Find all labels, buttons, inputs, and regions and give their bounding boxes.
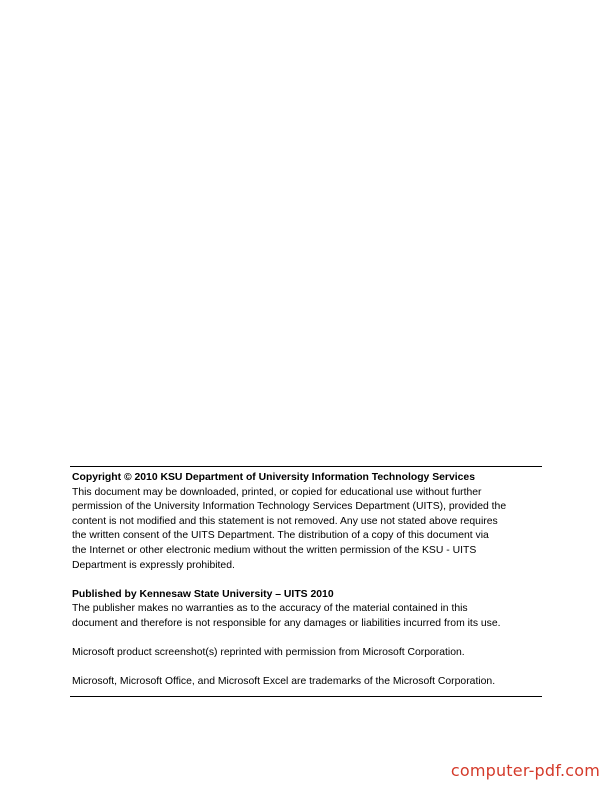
spacer: [72, 573, 542, 588]
copyright-line: permission of the University Information Technology Services Department (UITS), provided the: [72, 501, 507, 513]
legal-notice-box: [70, 466, 542, 697]
copyright-line: the Internet or other electronic medium without the written permission of the KSU - UITS: [72, 544, 477, 556]
copyright-text: [72, 486, 542, 574]
copyright-line: the written consent of the UITS Department. The distribution of a copy of this document via: [72, 530, 489, 542]
screenshot-permission-notice: Microsoft product screenshot(s) reprinted with permission from Microsoft Corporation.: [72, 647, 465, 659]
copyright-heading: Copyright © 2010 KSU Department of University Information Technology Services: [72, 472, 475, 483]
publisher-text: [72, 602, 542, 631]
publisher-heading: Published by Kennesaw State University – UITS 2010: [72, 588, 334, 600]
copyright-line: Department is expressly prohibited.: [72, 559, 235, 571]
copyright-line: This document may be downloaded, printed, or copied for educational use without further: [72, 486, 482, 498]
watermark-logo: computer-pdf.com: [450, 761, 600, 780]
copyright-line: content is not modified and this statement is not removed. Any use not stated above requires: [72, 515, 498, 527]
publisher-line: The publisher makes no warranties as to the accuracy of the material contained in this: [72, 603, 468, 615]
publisher-line: document and therefore is not responsible for any damages or liabilities incurred from its use.: [72, 617, 501, 629]
trademark-notice: Microsoft, Microsoft Office, and Microsoft Excel are trademarks of the Microsoft Corporation.: [72, 676, 496, 688]
spacer: [72, 632, 542, 647]
spacer: [72, 661, 542, 676]
